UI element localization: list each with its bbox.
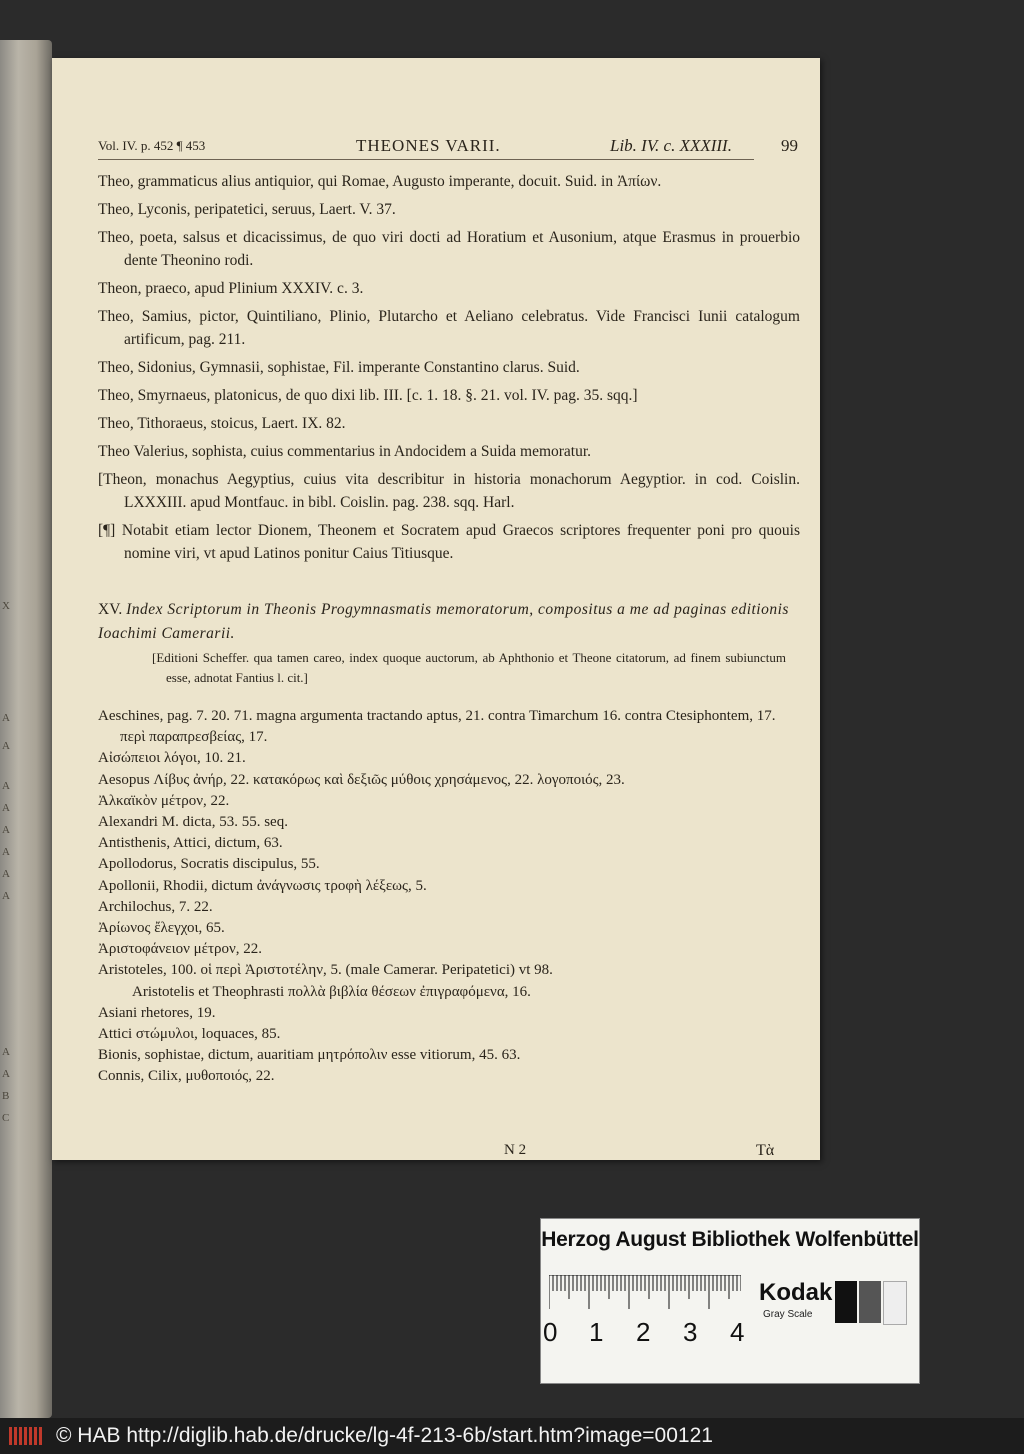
index-entry: Aeschines, pag. 7. 20. 71. magna argumenta tractando aptus, 21. contra Timarchum 16. contra Ctesiphontem, 17. περὶ παραπρεσβείας, 17. <box>98 708 776 746</box>
gray-swatch-black <box>835 1281 857 1323</box>
scale-digit: 1 <box>589 1317 604 1347</box>
scale-digit: 4 <box>730 1317 745 1347</box>
text-entry: Theo, Samius, pictor, Quintiliano, Plinio, Plutarcho et Aeliano celebratus. Vide Francisci Iunii catalogum artificum, pag. 211. <box>98 308 800 348</box>
index-entry: Alexandri M. dicta, 53. 55. seq. <box>98 814 288 831</box>
index-entry: Attici στώμυλοι, loquaces, 85. <box>98 1026 281 1043</box>
prev-page-letter: A <box>2 712 10 724</box>
catchword: Τὰ <box>756 1142 775 1159</box>
signature-mark: N 2 <box>504 1142 527 1158</box>
prev-page-letter: X <box>2 600 10 612</box>
index-entry: Asiani rhetores, 19. <box>98 1004 216 1021</box>
text-entry: Theo, grammaticus alius antiquior, qui Romae, Augusto imperante, docuit. Suid. in Ἀπίων. <box>98 173 662 190</box>
running-title: THEONES VARII. <box>356 136 501 155</box>
gray-swatch-light <box>883 1281 907 1325</box>
text-entry: Theo Valerius, sophista, cuius commentarius in Andocidem a Suida memoratur. <box>98 443 592 460</box>
library-name: Herzog August Bibliothek Wolfenbüttel <box>541 1228 919 1251</box>
scale-digit: 0 <box>543 1317 558 1347</box>
index-entry: Ἀρίωνος ἔλεγχοι, 65. <box>98 920 225 937</box>
running-header <box>98 138 798 160</box>
index-entry: Aristoteles, 100. οἱ περὶ Ἀριστοτέλην, 5. (male Camerar. Peripatetici) vt 98. <box>98 962 553 979</box>
prev-page-letter: A <box>2 868 10 880</box>
color-calibration-card <box>540 1218 920 1384</box>
index-entry: Connis, Cilix, μυθοποιός, 22. <box>98 1068 275 1085</box>
prev-page-letter: A <box>2 890 10 902</box>
gray-scale-label: Gray Scale <box>763 1309 813 1320</box>
section-heading <box>98 598 800 646</box>
book-chapter-reference: Lib. IV. c. XXXIII. <box>610 136 732 155</box>
gray-swatch-dark <box>859 1281 881 1323</box>
prev-page-letter: A <box>2 740 10 752</box>
index-entry: Apollodorus, Socratis discipulus, 55. <box>98 856 320 873</box>
scale-digit: 3 <box>683 1317 698 1347</box>
prev-page-letter: B <box>2 1090 10 1102</box>
kodak-logo: Kodak <box>759 1279 833 1306</box>
prev-page-letter: A <box>2 802 10 814</box>
prev-page-letter: C <box>2 1112 10 1124</box>
volume-reference: Vol. IV. p. 452 ¶ 453 <box>98 138 206 153</box>
text-entry: Theo, Sidonius, Gymnasii, sophistae, Fil. imperante Constantino clarus. Suid. <box>98 359 580 376</box>
text-entry: Theo, poeta, salsus et dicacissimus, de quo viri docti ad Horatium et Ausonium, atque Erasmus in prouerbio dente Theonino rodi. <box>98 229 800 269</box>
page-number: 99 <box>781 136 798 155</box>
copyright-bar <box>0 1418 1024 1454</box>
text-entry: [¶] Notabit etiam lector Dionem, Theonem et Socratem apud Graecos scriptores frequenter poni pro quouis nomine viri, vt apud Latinos ponitur Caius Titiusque. <box>98 522 800 562</box>
text-entry: Theon, praeco, apud Plinium XXXIV. c. 3. <box>98 280 364 297</box>
section-number: XV. <box>98 601 123 618</box>
text-entry: Theo, Tithoraeus, stoicus, Laert. IX. 82. <box>98 415 346 432</box>
hab-logo-icon <box>8 1425 44 1447</box>
prev-page-letter: A <box>2 846 10 858</box>
header-rule <box>98 159 754 160</box>
copyright-text: © HAB http://diglib.hab.de/drucke/lg-4f-213-6b/start.htm?image=00121 <box>56 1424 713 1447</box>
prev-page-letter: A <box>2 780 10 792</box>
theon-entries-list <box>98 170 800 570</box>
text-entry: [Theon, monachus Aegyptius, cuius vita describitur in historia monachorum Aegyptior. in cod. Coislin. LXXXIII. apud Montfauc. in bibl. Coislin. pag. 238. sqq. Harl. <box>98 471 800 511</box>
index-entry: Apollonii, Rhodii, dictum ἀνάγνωσις τροφὴ λέξεως, 5. <box>98 877 427 894</box>
index-entry: Ἀριστοφάνειον μέτρον, 22. <box>98 941 263 958</box>
section-title: Index Scriptorum in Theonis Progymnasmatis memoratorum, compositus a me ad paginas editionis Ioachimi Camerarii. <box>98 601 789 642</box>
index-entry: Αἰσώπειοι λόγοι, 10. 21. <box>98 750 246 767</box>
prev-page-letter: A <box>2 824 10 836</box>
index-subentry: Aristotelis et Theophrasti πολλὰ βιβλία θέσεων ἐπιγραφόμενα, 16. <box>132 983 531 1000</box>
index-entry: Antisthenis, Attici, dictum, 63. <box>98 835 283 852</box>
index-entry: Aesopus Λίβυς ἀνήρ, 22. κατακόρως καὶ δεξιῶς μύθοις χρησάμενος, 22. λογοποιός, 23. <box>98 771 625 788</box>
book-page <box>52 58 820 1160</box>
index-entry: Ἀλκαϊκὸν μέτρον, 22. <box>98 792 230 809</box>
text-entry: Theo, Smyrnaeus, platonicus, de quo dixi lib. III. [c. 1. 18. §. 21. vol. IV. pag. 35. sqq.] <box>98 387 638 404</box>
author-index <box>98 706 800 1088</box>
prev-page-letter: A <box>2 1046 10 1058</box>
scale-digit: 2 <box>636 1317 651 1347</box>
scale-digits <box>541 1317 761 1347</box>
previous-page-edge <box>0 40 52 1418</box>
text-entry: Theo, Lyconis, peripatetici, seruus, Laert. V. 37. <box>98 201 396 218</box>
prev-page-letter: A <box>2 1068 10 1080</box>
section-note: [Editioni Scheffer. qua tamen careo, index quoque auctorum, ab Aphthonio et Theone citatorum, ad finem subiunctum esse, adnotat Fantius l. cit.] <box>152 650 786 685</box>
index-entry: Bionis, sophistae, dictum, auaritiam μητρόπολιν esse vitiorum, 45. 63. <box>98 1047 521 1064</box>
scale-ruler <box>549 1275 741 1311</box>
index-entry: Archilochus, 7. 22. <box>98 898 213 915</box>
